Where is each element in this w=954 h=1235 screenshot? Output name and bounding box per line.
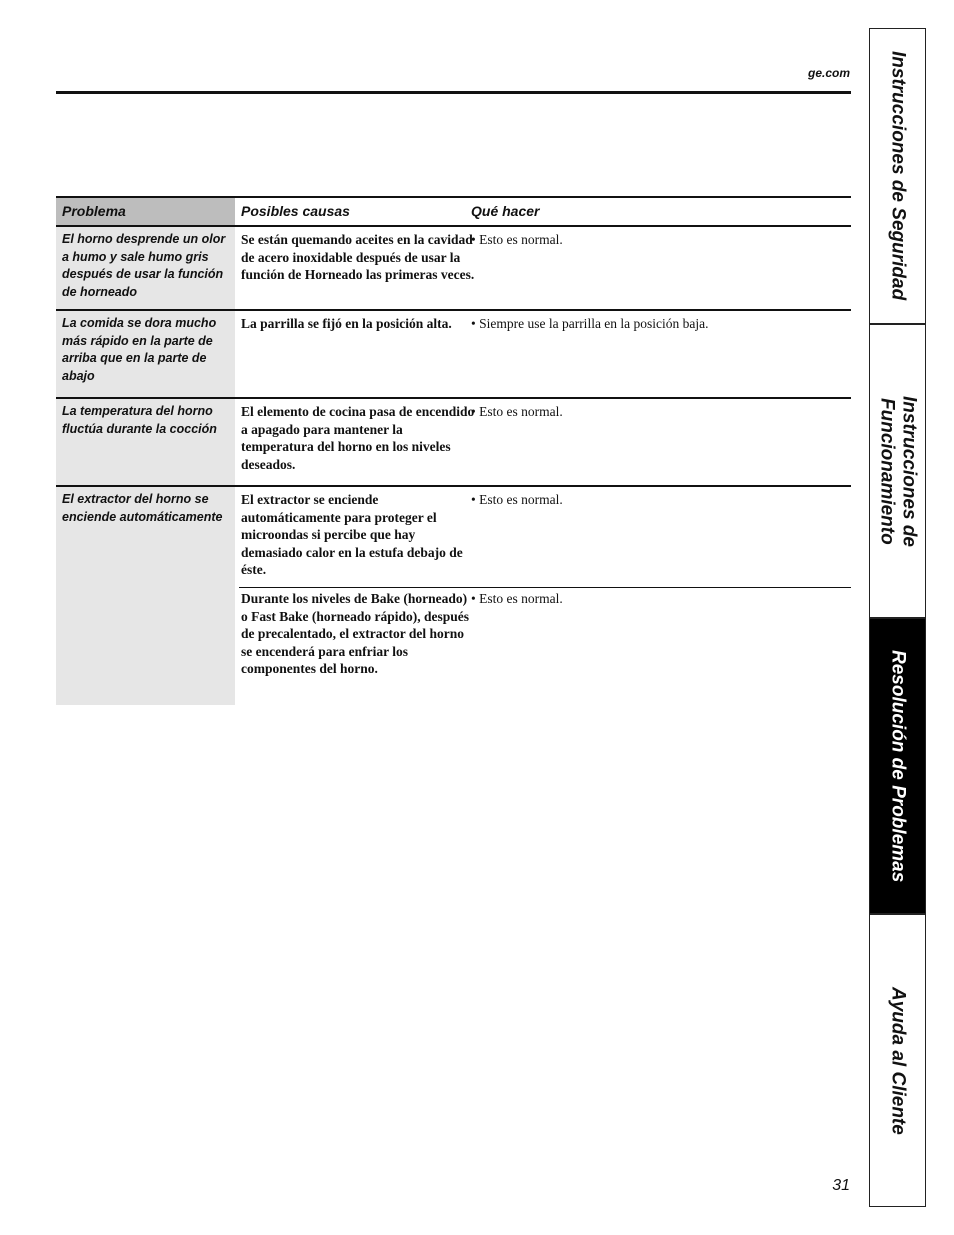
- header-problem: Problema: [56, 198, 235, 225]
- cause-text: Se están quemando aceites en la cavidad de acero inoxidable después de usar la función de Horneado las primeras veces.: [241, 232, 475, 282]
- action-text: • Esto es normal.: [471, 232, 563, 247]
- cause-text: El extractor se enciende automáticamente para proteger el microondas si percibe que hay demasiado calor en la estufa debajo de éste.: [241, 492, 463, 577]
- cause-text: El elemento de cocina pasa de encendido a apagado para mantener la temperatura del horno en los niveles deseados.: [241, 404, 475, 472]
- table-row: [56, 399, 851, 487]
- table-row: [56, 311, 851, 399]
- action-text: • Siempre use la parrilla en la posición baja.: [471, 316, 709, 331]
- action-text: • Esto es normal.: [471, 492, 563, 507]
- header-rule: [56, 91, 851, 94]
- problem-cell: La comida se dora mucho más rápido en la parte de arriba que en la parte de abajo: [56, 311, 235, 397]
- table-row: [56, 227, 851, 311]
- cause-text: Durante los niveles de Bake (horneado) o Fast Bake (horneado rápido), después de precalentado, el extractor del horno se encenderá para enfriar los componentes del horno.: [241, 591, 470, 676]
- action-text: • Esto es normal.: [471, 404, 563, 419]
- problem-cell: El horno desprende un olor a humo y sale humo gris después de usar la función de horneado: [56, 227, 235, 309]
- section-tabs: [869, 28, 926, 1207]
- tab-label: Ayuda al Cliente: [887, 986, 909, 1135]
- table-header: [56, 196, 851, 227]
- problem-cell: El extractor del horno se enciende automáticamente: [56, 487, 235, 705]
- tab-label: Instrucciones de Seguridad: [887, 51, 909, 301]
- action-text: • Esto es normal.: [471, 591, 563, 606]
- page-number: 31: [832, 1177, 850, 1194]
- site-url: ge.com: [807, 66, 850, 80]
- tab-label: Instrucciones de Funcionamiento: [876, 395, 920, 547]
- header-action: Qué hacer: [471, 203, 540, 219]
- tab-instrucciones-de-seguridad[interactable]: [870, 29, 925, 325]
- cause-entry: [235, 399, 851, 485]
- cause-entry: [235, 227, 851, 309]
- tab-ayuda-al-cliente[interactable]: [870, 915, 925, 1206]
- troubleshooting-table: [56, 196, 851, 705]
- header-causes: Posibles causas: [241, 203, 350, 219]
- cause-entry: [235, 311, 851, 397]
- table-row: [56, 487, 851, 705]
- tab-instrucciones-de-funcionamiento[interactable]: [870, 325, 925, 619]
- cause-entry: [235, 487, 851, 587]
- cause-text: La parrilla se fijó en la posición alta.: [241, 316, 452, 331]
- tab-label: Resolución de Problemas: [887, 649, 909, 883]
- cause-entry: [239, 587, 851, 705]
- problem-cell: La temperatura del horno fluctúa durante la cocción: [56, 399, 235, 485]
- tab-resolucion-de-problemas[interactable]: [870, 619, 925, 915]
